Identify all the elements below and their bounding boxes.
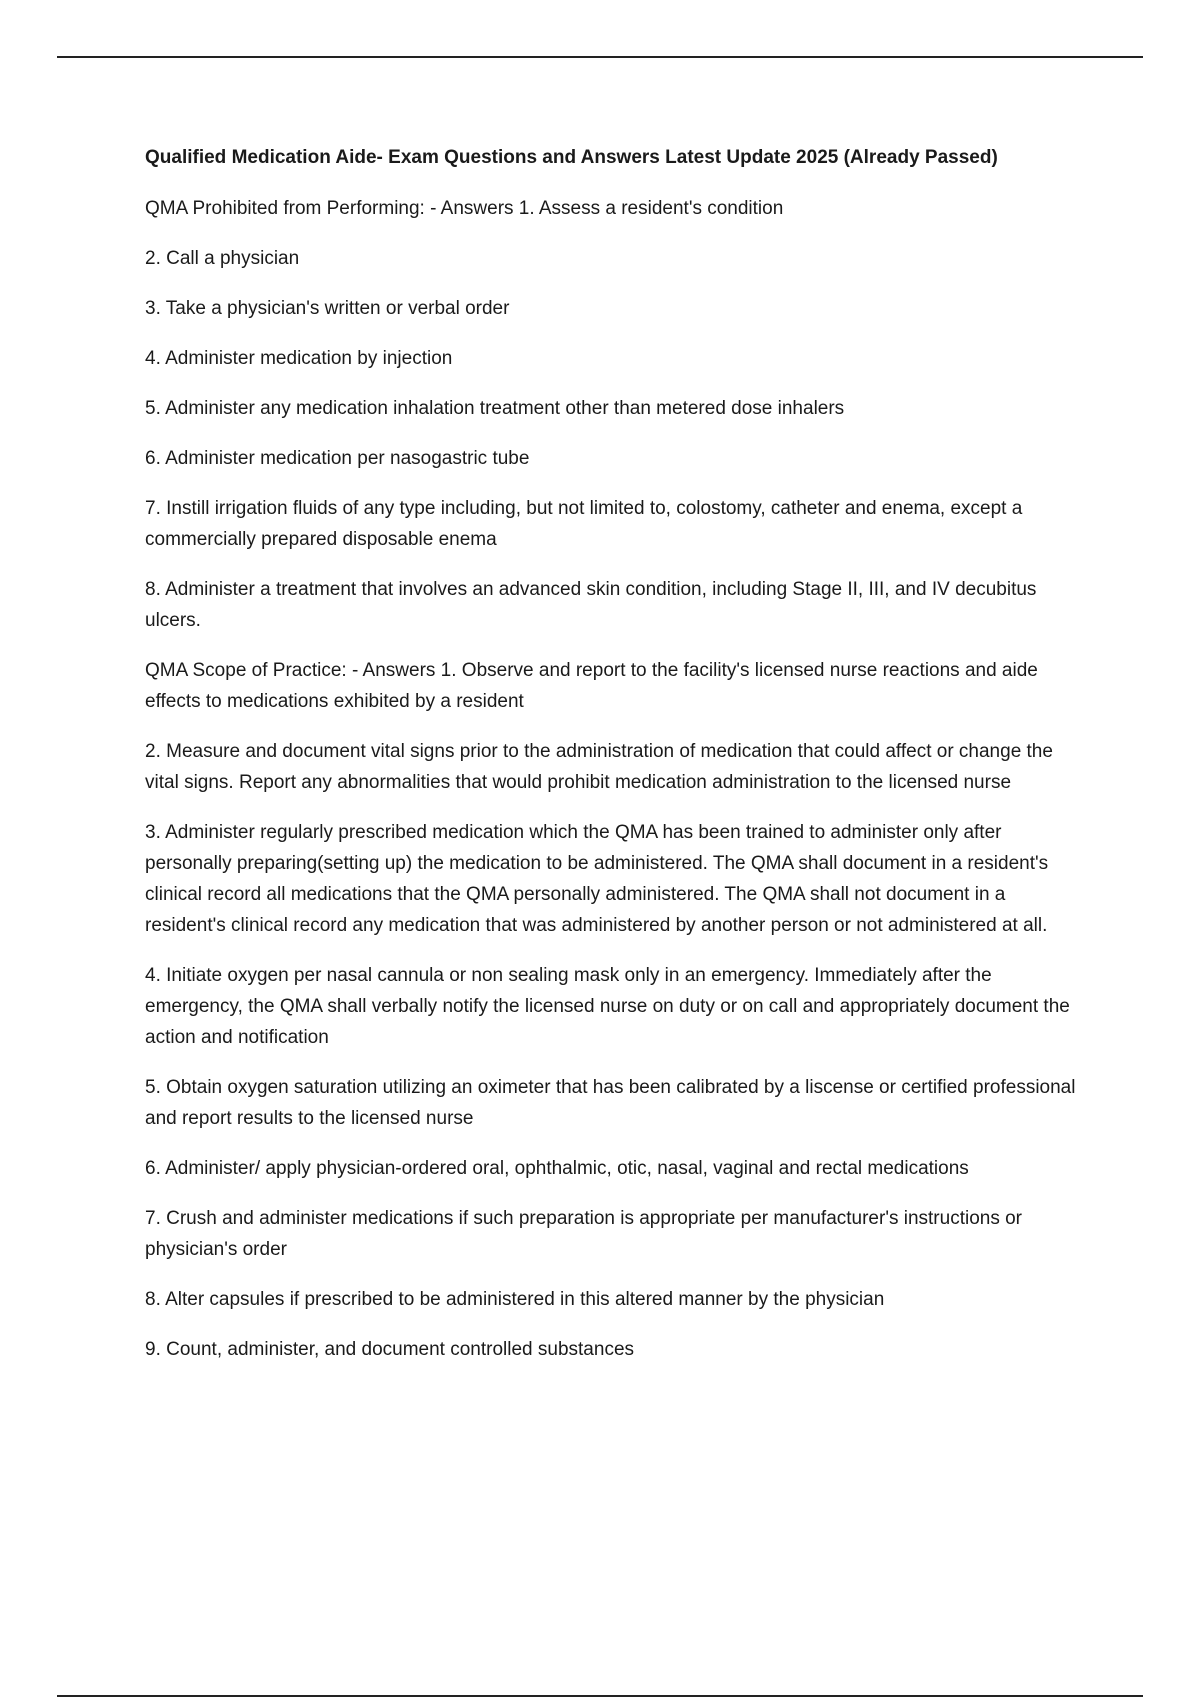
paragraph: 4. Initiate oxygen per nasal cannula or non sealing mask only in an emergency. Immediately after the emergency, the QMA shall verbally notify the licensed nurse on duty or on call and appropriately document the action and notification	[145, 965, 1070, 1048]
paragraph: 8. Administer a treatment that involves an advanced skin condition, including Stage II, III, and IV decubitus ulcers.	[145, 579, 1037, 631]
paragraph: 7. Instill irrigation fluids of any type including, but not limited to, colostomy, catheter and enema, except a commercially prepared disposable enema	[145, 498, 1023, 550]
paragraph: 6. Administer/ apply physician-ordered oral, ophthalmic, otic, nasal, vaginal and rectal medications	[145, 1158, 969, 1179]
paragraph: 5. Obtain oxygen saturation utilizing an oximeter that has been calibrated by a liscense or certified professional and report results to the licensed nurse	[145, 1077, 1076, 1129]
top-rule	[57, 56, 1143, 58]
paragraph: 5. Administer any medication inhalation treatment other than metered dose inhalers	[145, 398, 845, 419]
paragraph: 9. Count, administer, and document controlled substances	[145, 1339, 635, 1360]
document-title: Qualified Medication Aide- Exam Questions and Answers Latest Update 2025 (Already Passed)	[145, 147, 998, 168]
document-body	[145, 143, 1090, 1384]
paragraph: QMA Scope of Practice: - Answers 1. Observe and report to the facility's licensed nurse reactions and aide effects to medications exhibited by a resident	[145, 660, 1038, 712]
paragraph: 4. Administer medication by injection	[145, 348, 453, 369]
paragraph: 7. Crush and administer medications if such preparation is appropriate per manufacturer's instructions or physician's order	[145, 1208, 1022, 1260]
paragraph: 3. Administer regularly prescribed medication which the QMA has been trained to administer only after personally preparing(setting up) the medication to be administered. The QMA shall document in a resident's clinical record all medications that the QMA personally administered. The QMA shall not document in a resident's clinical record any medication that was administered by another person or not administered at all.	[145, 822, 1049, 936]
paragraph: 2. Measure and document vital signs prior to the administration of medication that could affect or change the vital signs. Report any abnormalities that would prohibit medication administration to the licensed nurse	[145, 741, 1053, 793]
paragraph: 6. Administer medication per nasogastric tube	[145, 448, 530, 469]
paragraph: QMA Prohibited from Performing: - Answers 1. Assess a resident's condition	[145, 198, 784, 219]
paragraph: 3. Take a physician's written or verbal order	[145, 298, 510, 319]
paragraph: 2. Call a physician	[145, 248, 300, 269]
paragraph: 8. Alter capsules if prescribed to be administered in this altered manner by the physician	[145, 1289, 885, 1310]
bottom-rule	[57, 1695, 1143, 1697]
